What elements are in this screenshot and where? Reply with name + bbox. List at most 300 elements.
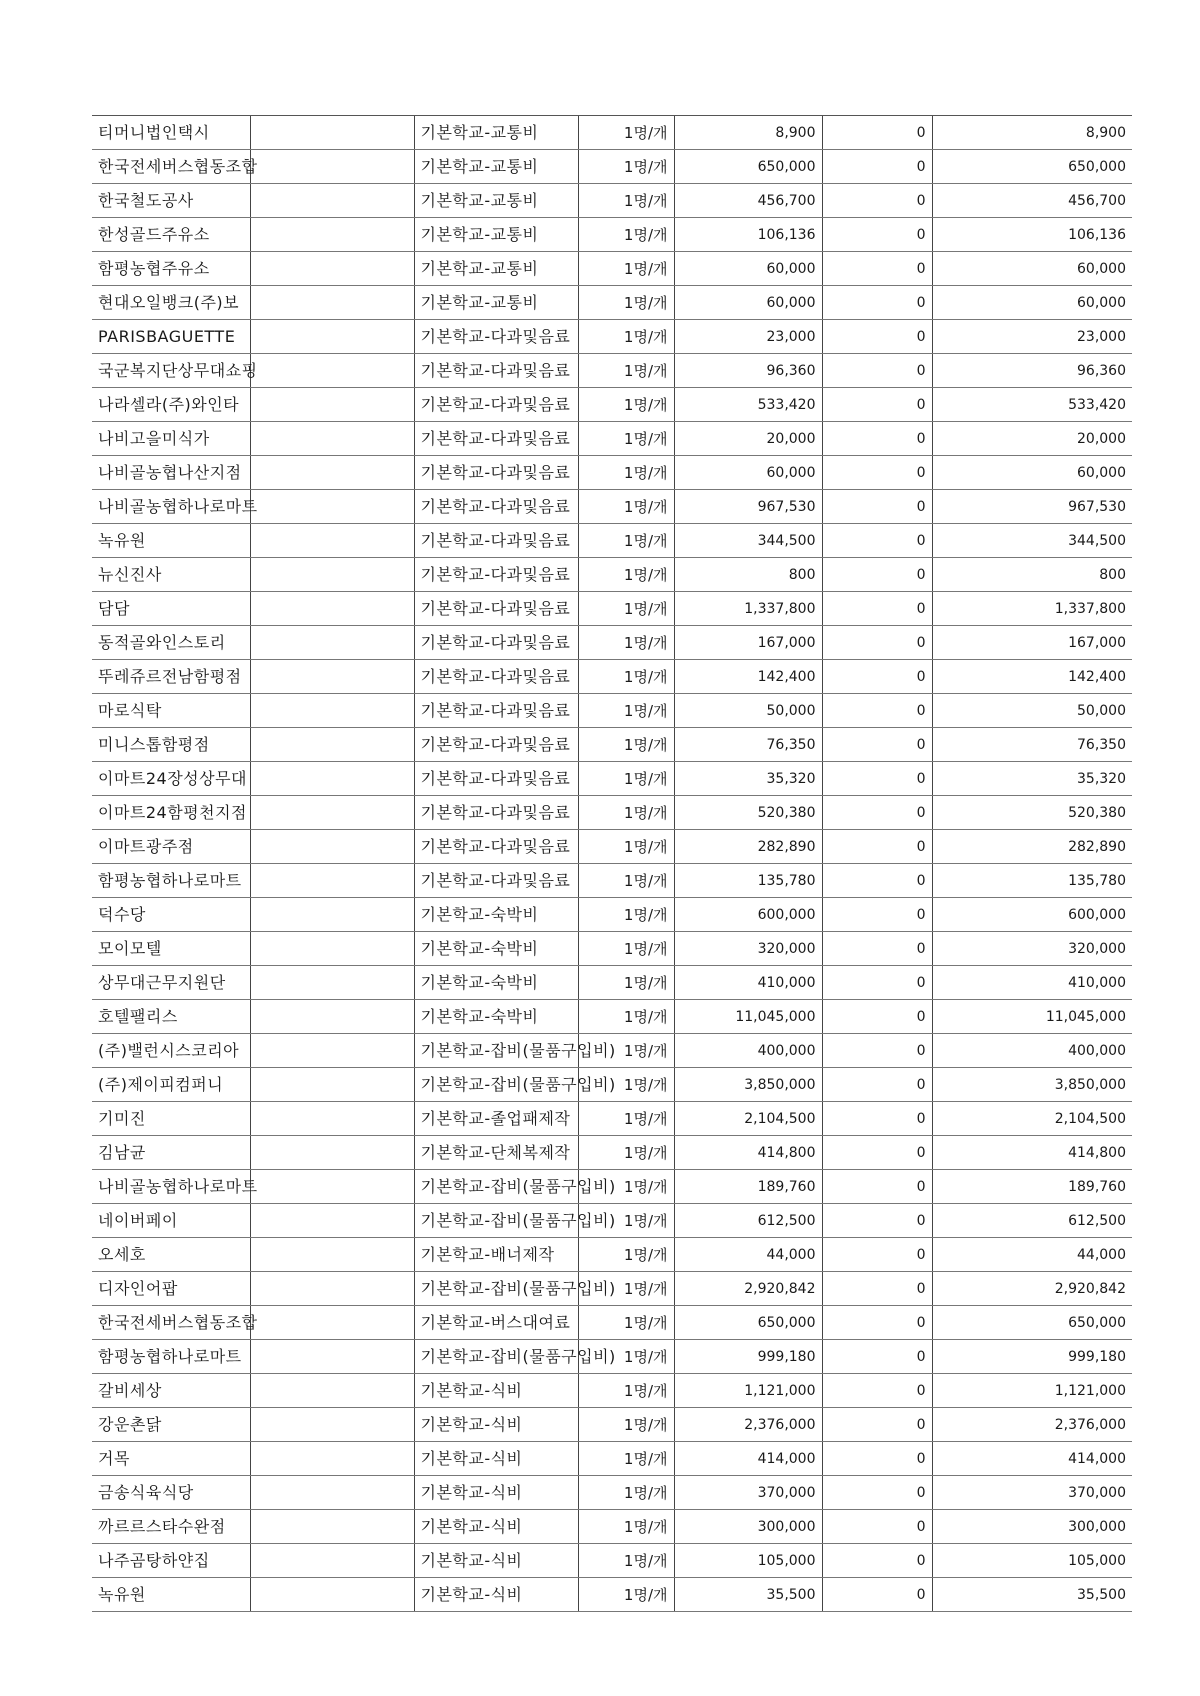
item-cell: 기본학교-다과및음료 — [414, 694, 578, 728]
unit-cell: 1명/개 — [578, 1442, 674, 1476]
total-cell: 650,000 — [932, 150, 1132, 184]
blank-cell — [250, 1476, 414, 1510]
total-cell: 533,420 — [932, 388, 1132, 422]
vendor-cell: 나비골농협하나로마트 — [92, 490, 250, 524]
zero-cell: 0 — [822, 1510, 932, 1544]
blank-cell — [250, 626, 414, 660]
total-cell: 967,530 — [932, 490, 1132, 524]
unit-cell: 1명/개 — [578, 762, 674, 796]
amount-cell: 344,500 — [674, 524, 822, 558]
table-row — [92, 558, 1132, 592]
unit-cell: 1명/개 — [578, 286, 674, 320]
zero-cell: 0 — [822, 592, 932, 626]
table-row — [92, 218, 1132, 252]
table-row — [92, 1442, 1132, 1476]
zero-cell: 0 — [822, 1136, 932, 1170]
total-cell: 96,360 — [932, 354, 1132, 388]
unit-cell: 1명/개 — [578, 1102, 674, 1136]
table-row — [92, 626, 1132, 660]
table-row — [92, 1000, 1132, 1034]
item-cell: 기본학교-잡비(물품구입비) — [414, 1272, 578, 1306]
item-cell: 기본학교-숙박비 — [414, 966, 578, 1000]
vendor-cell: 금송식육식당 — [92, 1476, 250, 1510]
zero-cell: 0 — [822, 1578, 932, 1612]
vendor-cell: 나비고을미식가 — [92, 422, 250, 456]
zero-cell: 0 — [822, 184, 932, 218]
item-cell: 기본학교-교통비 — [414, 286, 578, 320]
total-cell: 320,000 — [932, 932, 1132, 966]
zero-cell: 0 — [822, 660, 932, 694]
blank-cell — [250, 1068, 414, 1102]
zero-cell: 0 — [822, 898, 932, 932]
blank-cell — [250, 524, 414, 558]
vendor-cell: 덕수당 — [92, 898, 250, 932]
vendor-cell: 이마트광주점 — [92, 830, 250, 864]
vendor-cell: 디자인어팝 — [92, 1272, 250, 1306]
zero-cell: 0 — [822, 218, 932, 252]
vendor-cell: 나주곰탕하얀집 — [92, 1544, 250, 1578]
amount-cell: 414,800 — [674, 1136, 822, 1170]
vendor-cell: 함평농협하나로마트 — [92, 1340, 250, 1374]
unit-cell: 1명/개 — [578, 558, 674, 592]
blank-cell — [250, 422, 414, 456]
table-row — [92, 422, 1132, 456]
zero-cell: 0 — [822, 456, 932, 490]
item-cell: 기본학교-잡비(물품구입비) — [414, 1340, 578, 1374]
zero-cell: 0 — [822, 762, 932, 796]
table-row — [92, 1408, 1132, 1442]
amount-cell: 370,000 — [674, 1476, 822, 1510]
table-row — [92, 932, 1132, 966]
table-row — [92, 830, 1132, 864]
unit-cell: 1명/개 — [578, 218, 674, 252]
amount-cell: 96,360 — [674, 354, 822, 388]
table-row — [92, 864, 1132, 898]
table-row — [92, 286, 1132, 320]
total-cell: 60,000 — [932, 456, 1132, 490]
amount-cell: 105,000 — [674, 1544, 822, 1578]
zero-cell: 0 — [822, 830, 932, 864]
amount-cell: 76,350 — [674, 728, 822, 762]
vendor-cell: 나비골농협나산지점 — [92, 456, 250, 490]
vendor-cell: 한국전세버스협동조합 — [92, 1306, 250, 1340]
vendor-cell: 함평농협하나로마트 — [92, 864, 250, 898]
unit-cell: 1명/개 — [578, 1170, 674, 1204]
amount-cell: 106,136 — [674, 218, 822, 252]
amount-cell: 44,000 — [674, 1238, 822, 1272]
amount-cell: 60,000 — [674, 456, 822, 490]
unit-cell: 1명/개 — [578, 932, 674, 966]
item-cell: 기본학교-잡비(물품구입비) — [414, 1170, 578, 1204]
amount-cell: 999,180 — [674, 1340, 822, 1374]
total-cell: 76,350 — [932, 728, 1132, 762]
amount-cell: 2,104,500 — [674, 1102, 822, 1136]
zero-cell: 0 — [822, 1272, 932, 1306]
vendor-cell: 녹유원 — [92, 1578, 250, 1612]
item-cell: 기본학교-교통비 — [414, 252, 578, 286]
blank-cell — [250, 592, 414, 626]
amount-cell: 800 — [674, 558, 822, 592]
blank-cell — [250, 1408, 414, 1442]
item-cell: 기본학교-다과및음료 — [414, 320, 578, 354]
zero-cell: 0 — [822, 558, 932, 592]
total-cell: 35,320 — [932, 762, 1132, 796]
zero-cell: 0 — [822, 728, 932, 762]
item-cell: 기본학교-숙박비 — [414, 932, 578, 966]
unit-cell: 1명/개 — [578, 1340, 674, 1374]
unit-cell: 1명/개 — [578, 1544, 674, 1578]
item-cell: 기본학교-식비 — [414, 1510, 578, 1544]
item-cell: 기본학교-졸업패제작 — [414, 1102, 578, 1136]
unit-cell: 1명/개 — [578, 1476, 674, 1510]
total-cell: 105,000 — [932, 1544, 1132, 1578]
unit-cell: 1명/개 — [578, 524, 674, 558]
zero-cell: 0 — [822, 1238, 932, 1272]
zero-cell: 0 — [822, 796, 932, 830]
zero-cell: 0 — [822, 150, 932, 184]
unit-cell: 1명/개 — [578, 1238, 674, 1272]
item-cell: 기본학교-다과및음료 — [414, 558, 578, 592]
vendor-cell: (주)제이피컴퍼니 — [92, 1068, 250, 1102]
item-cell: 기본학교-잡비(물품구입비) — [414, 1034, 578, 1068]
blank-cell — [250, 1238, 414, 1272]
total-cell: 410,000 — [932, 966, 1132, 1000]
amount-cell: 189,760 — [674, 1170, 822, 1204]
unit-cell: 1명/개 — [578, 1510, 674, 1544]
item-cell: 기본학교-다과및음료 — [414, 490, 578, 524]
vendor-cell: 나라셀라(주)와인타 — [92, 388, 250, 422]
unit-cell: 1명/개 — [578, 1408, 674, 1442]
item-cell: 기본학교-잡비(물품구입비) — [414, 1068, 578, 1102]
total-cell: 650,000 — [932, 1306, 1132, 1340]
amount-cell: 2,376,000 — [674, 1408, 822, 1442]
zero-cell: 0 — [822, 1442, 932, 1476]
total-cell: 282,890 — [932, 830, 1132, 864]
table-row — [92, 762, 1132, 796]
table-row — [92, 150, 1132, 184]
table-row — [92, 524, 1132, 558]
table-row — [92, 1238, 1132, 1272]
table-row — [92, 1510, 1132, 1544]
zero-cell: 0 — [822, 1374, 932, 1408]
unit-cell: 1명/개 — [578, 694, 674, 728]
vendor-cell: 갈비세상 — [92, 1374, 250, 1408]
total-cell: 344,500 — [932, 524, 1132, 558]
amount-cell: 135,780 — [674, 864, 822, 898]
amount-cell: 60,000 — [674, 286, 822, 320]
amount-cell: 650,000 — [674, 150, 822, 184]
total-cell: 2,104,500 — [932, 1102, 1132, 1136]
blank-cell — [250, 320, 414, 354]
blank-cell — [250, 1000, 414, 1034]
item-cell: 기본학교-다과및음료 — [414, 592, 578, 626]
blank-cell — [250, 490, 414, 524]
vendor-cell: 마로식탁 — [92, 694, 250, 728]
zero-cell: 0 — [822, 286, 932, 320]
table-row — [92, 1340, 1132, 1374]
vendor-cell: 네이버페이 — [92, 1204, 250, 1238]
total-cell: 2,376,000 — [932, 1408, 1132, 1442]
amount-cell: 533,420 — [674, 388, 822, 422]
zero-cell: 0 — [822, 1204, 932, 1238]
table-row — [92, 796, 1132, 830]
total-cell: 1,337,800 — [932, 592, 1132, 626]
zero-cell: 0 — [822, 1340, 932, 1374]
item-cell: 기본학교-교통비 — [414, 218, 578, 252]
item-cell: 기본학교-다과및음료 — [414, 456, 578, 490]
amount-cell: 35,500 — [674, 1578, 822, 1612]
table-row — [92, 1306, 1132, 1340]
total-cell: 142,400 — [932, 660, 1132, 694]
vendor-cell: (주)밸런시스코리아 — [92, 1034, 250, 1068]
item-cell: 기본학교-식비 — [414, 1374, 578, 1408]
zero-cell: 0 — [822, 252, 932, 286]
total-cell: 2,920,842 — [932, 1272, 1132, 1306]
table-row — [92, 252, 1132, 286]
blank-cell — [250, 762, 414, 796]
unit-cell: 1명/개 — [578, 864, 674, 898]
item-cell: 기본학교-식비 — [414, 1408, 578, 1442]
unit-cell: 1명/개 — [578, 966, 674, 1000]
zero-cell: 0 — [822, 1544, 932, 1578]
vendor-cell: 이마트24함평천지점 — [92, 796, 250, 830]
unit-cell: 1명/개 — [578, 456, 674, 490]
zero-cell: 0 — [822, 694, 932, 728]
item-cell: 기본학교-다과및음료 — [414, 728, 578, 762]
item-cell: 기본학교-배너제작 — [414, 1238, 578, 1272]
blank-cell — [250, 932, 414, 966]
table-row — [92, 660, 1132, 694]
total-cell: 520,380 — [932, 796, 1132, 830]
blank-cell — [250, 1102, 414, 1136]
item-cell: 기본학교-다과및음료 — [414, 354, 578, 388]
blank-cell — [250, 286, 414, 320]
vendor-cell: 국군복지단상무대쇼핑 — [92, 354, 250, 388]
amount-cell: 414,000 — [674, 1442, 822, 1476]
amount-cell: 300,000 — [674, 1510, 822, 1544]
amount-cell: 1,337,800 — [674, 592, 822, 626]
table-row — [92, 354, 1132, 388]
blank-cell — [250, 150, 414, 184]
table-row — [92, 966, 1132, 1000]
unit-cell: 1명/개 — [578, 830, 674, 864]
amount-cell: 400,000 — [674, 1034, 822, 1068]
total-cell: 60,000 — [932, 252, 1132, 286]
item-cell: 기본학교-식비 — [414, 1578, 578, 1612]
zero-cell: 0 — [822, 1476, 932, 1510]
table-row — [92, 1102, 1132, 1136]
expense-ledger-table — [92, 115, 1132, 1612]
amount-cell: 612,500 — [674, 1204, 822, 1238]
ledger-page — [92, 115, 1132, 1612]
amount-cell: 20,000 — [674, 422, 822, 456]
table-row — [92, 1272, 1132, 1306]
zero-cell: 0 — [822, 524, 932, 558]
item-cell: 기본학교-식비 — [414, 1544, 578, 1578]
table-row — [92, 728, 1132, 762]
amount-cell: 35,320 — [674, 762, 822, 796]
vendor-cell: 현대오일뱅크(주)보 — [92, 286, 250, 320]
total-cell: 400,000 — [932, 1034, 1132, 1068]
unit-cell: 1명/개 — [578, 184, 674, 218]
table-row — [92, 456, 1132, 490]
vendor-cell: 김남균 — [92, 1136, 250, 1170]
item-cell: 기본학교-다과및음료 — [414, 422, 578, 456]
vendor-cell: 미니스톱함평점 — [92, 728, 250, 762]
blank-cell — [250, 1544, 414, 1578]
amount-cell: 282,890 — [674, 830, 822, 864]
blank-cell — [250, 1442, 414, 1476]
unit-cell: 1명/개 — [578, 1272, 674, 1306]
vendor-cell: PARISBAGUETTE — [92, 320, 250, 354]
item-cell: 기본학교-다과및음료 — [414, 830, 578, 864]
vendor-cell: 담담 — [92, 592, 250, 626]
total-cell: 370,000 — [932, 1476, 1132, 1510]
blank-cell — [250, 1374, 414, 1408]
total-cell: 414,800 — [932, 1136, 1132, 1170]
total-cell: 300,000 — [932, 1510, 1132, 1544]
total-cell: 1,121,000 — [932, 1374, 1132, 1408]
total-cell: 35,500 — [932, 1578, 1132, 1612]
unit-cell: 1명/개 — [578, 1034, 674, 1068]
unit-cell: 1명/개 — [578, 320, 674, 354]
amount-cell: 23,000 — [674, 320, 822, 354]
zero-cell: 0 — [822, 490, 932, 524]
item-cell: 기본학교-교통비 — [414, 116, 578, 150]
total-cell: 50,000 — [932, 694, 1132, 728]
vendor-cell: 한국철도공사 — [92, 184, 250, 218]
vendor-cell: 나비골농협하나로마트 — [92, 1170, 250, 1204]
total-cell: 44,000 — [932, 1238, 1132, 1272]
amount-cell: 456,700 — [674, 184, 822, 218]
vendor-cell: 녹유원 — [92, 524, 250, 558]
item-cell: 기본학교-다과및음료 — [414, 762, 578, 796]
blank-cell — [250, 1306, 414, 1340]
unit-cell: 1명/개 — [578, 626, 674, 660]
unit-cell: 1명/개 — [578, 1000, 674, 1034]
total-cell: 60,000 — [932, 286, 1132, 320]
unit-cell: 1명/개 — [578, 1136, 674, 1170]
total-cell: 8,900 — [932, 116, 1132, 150]
table-row — [92, 694, 1132, 728]
blank-cell — [250, 1578, 414, 1612]
zero-cell: 0 — [822, 354, 932, 388]
amount-cell: 967,530 — [674, 490, 822, 524]
item-cell: 기본학교-식비 — [414, 1476, 578, 1510]
total-cell: 135,780 — [932, 864, 1132, 898]
amount-cell: 142,400 — [674, 660, 822, 694]
table-row — [92, 1476, 1132, 1510]
blank-cell — [250, 354, 414, 388]
total-cell: 999,180 — [932, 1340, 1132, 1374]
blank-cell — [250, 796, 414, 830]
unit-cell: 1명/개 — [578, 796, 674, 830]
vendor-cell: 오세호 — [92, 1238, 250, 1272]
unit-cell: 1명/개 — [578, 252, 674, 286]
zero-cell: 0 — [822, 1170, 932, 1204]
total-cell: 414,000 — [932, 1442, 1132, 1476]
table-row — [92, 1170, 1132, 1204]
zero-cell: 0 — [822, 1306, 932, 1340]
zero-cell: 0 — [822, 864, 932, 898]
zero-cell: 0 — [822, 1068, 932, 1102]
zero-cell: 0 — [822, 1000, 932, 1034]
amount-cell: 8,900 — [674, 116, 822, 150]
item-cell: 기본학교-잡비(물품구입비) — [414, 1204, 578, 1238]
vendor-cell: 거목 — [92, 1442, 250, 1476]
table-row — [92, 1204, 1132, 1238]
blank-cell — [250, 388, 414, 422]
unit-cell: 1명/개 — [578, 1306, 674, 1340]
amount-cell: 60,000 — [674, 252, 822, 286]
total-cell: 800 — [932, 558, 1132, 592]
item-cell: 기본학교-다과및음료 — [414, 864, 578, 898]
total-cell: 3,850,000 — [932, 1068, 1132, 1102]
item-cell: 기본학교-다과및음료 — [414, 660, 578, 694]
table-row — [92, 184, 1132, 218]
blank-cell — [250, 1170, 414, 1204]
zero-cell: 0 — [822, 1102, 932, 1136]
item-cell: 기본학교-교통비 — [414, 184, 578, 218]
zero-cell: 0 — [822, 320, 932, 354]
vendor-cell: 한국전세버스협동조합 — [92, 150, 250, 184]
amount-cell: 11,045,000 — [674, 1000, 822, 1034]
vendor-cell: 함평농협주유소 — [92, 252, 250, 286]
blank-cell — [250, 1272, 414, 1306]
blank-cell — [250, 864, 414, 898]
blank-cell — [250, 1034, 414, 1068]
vendor-cell: 티머니법인택시 — [92, 116, 250, 150]
unit-cell: 1명/개 — [578, 660, 674, 694]
blank-cell — [250, 898, 414, 932]
blank-cell — [250, 1510, 414, 1544]
vendor-cell: 기미진 — [92, 1102, 250, 1136]
amount-cell: 600,000 — [674, 898, 822, 932]
zero-cell: 0 — [822, 1408, 932, 1442]
vendor-cell: 강운촌닭 — [92, 1408, 250, 1442]
blank-cell — [250, 694, 414, 728]
blank-cell — [250, 218, 414, 252]
blank-cell — [250, 252, 414, 286]
zero-cell: 0 — [822, 1034, 932, 1068]
vendor-cell: 동적골와인스토리 — [92, 626, 250, 660]
total-cell: 20,000 — [932, 422, 1132, 456]
table-row — [92, 1374, 1132, 1408]
table-row — [92, 592, 1132, 626]
total-cell: 167,000 — [932, 626, 1132, 660]
amount-cell: 520,380 — [674, 796, 822, 830]
unit-cell: 1명/개 — [578, 898, 674, 932]
ledger-body — [92, 116, 1132, 1612]
blank-cell — [250, 1136, 414, 1170]
blank-cell — [250, 184, 414, 218]
vendor-cell: 모이모텔 — [92, 932, 250, 966]
blank-cell — [250, 830, 414, 864]
unit-cell: 1명/개 — [578, 592, 674, 626]
table-row — [92, 1034, 1132, 1068]
table-row — [92, 490, 1132, 524]
unit-cell: 1명/개 — [578, 422, 674, 456]
vendor-cell: 뉴신진사 — [92, 558, 250, 592]
vendor-cell: 이마트24장성상무대 — [92, 762, 250, 796]
zero-cell: 0 — [822, 116, 932, 150]
unit-cell: 1명/개 — [578, 728, 674, 762]
vendor-cell: 상무대근무지원단 — [92, 966, 250, 1000]
unit-cell: 1명/개 — [578, 1204, 674, 1238]
blank-cell — [250, 116, 414, 150]
zero-cell: 0 — [822, 422, 932, 456]
table-row — [92, 1578, 1132, 1612]
